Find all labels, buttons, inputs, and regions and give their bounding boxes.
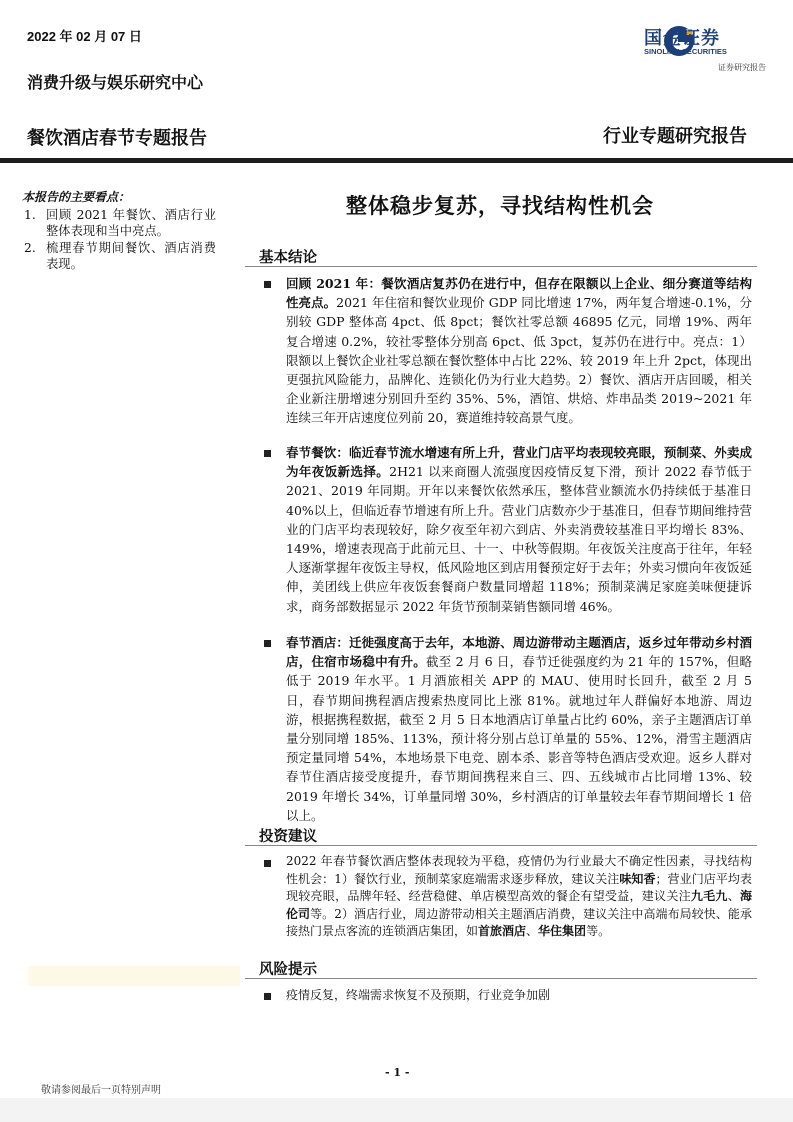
square-bullet-icon (264, 281, 271, 288)
bullet-text: 截至 2 月 6 日，春节迁徙强度约为 21 年的 157%，但略低于 2019 年水平。1 月酒旅相关 APP 的 MAU、使用时长回升，截至 2 月 5 日，春节期间携程酒店搜索热度同比上涨 81%。就地过年人群偏好本地游、周边游，根据携程数据，截至 2 月 5 日本地酒店订单量占比约 60%，亲子主题酒店订单量分别同增 185%、113%，预计将分别占总订单量的 55%、12%，滑雪主题酒店预定量同增 54%，本地场景下电竞、剧本杀、影音等特色酒店受欢迎。返乡人群对春节住酒店接受度提升，春节期间携程来自三、四、五线城市占比同增 13%、较 2019 年增长 34%，订单量同增 30%，乡村酒店的订单量较去年春节期间增长 1 倍以上。 (286, 654, 752, 823)
sidebar-shaded-box (28, 966, 240, 986)
brand-name: 国金证券 (644, 28, 720, 48)
footer-disclaimer: 敬请参阅最后一页特别声明 (41, 1085, 161, 1096)
bullet-lead: 回顾 2021 年：餐饮酒店复苏仍在进行中，但存在限额以上企业、细分赛道等结构性亮点。 (286, 276, 752, 311)
stock-name: 九毛九 (690, 889, 728, 903)
square-bullet-icon (264, 640, 271, 647)
conclusion-bullet (264, 633, 752, 825)
investment-text-part: 等。2）酒店行业，周边游带动相关主题酒店消费，建议关注中高端布局较快、能承接热门景点客流的连锁酒店集团，如 (286, 906, 752, 938)
investment-text (286, 853, 752, 941)
investment-text-part: 、 (526, 924, 539, 938)
sidebar-item-number: 2. (24, 241, 36, 255)
section-title-investment: 投资建议 (259, 828, 317, 845)
stock-name: 味知香 (619, 871, 656, 886)
stock-name: 海伦司 (286, 889, 752, 921)
investment-bullet (264, 853, 752, 941)
brand-name-en: SINOLINK SECURITIES (644, 47, 727, 56)
bullet-lead: 春节餐饮：临近春节流水增速有所上升，营业门店平均表现较亮眼，预制菜、外卖成为年夜饭新选择。 (286, 445, 752, 480)
investment-text-part: 2022 年春节餐饮酒店整体表现较为平稳，疫情仍为行业最大不确定性因素，寻找结构性机会：1）餐饮行业，预制菜家庭端需求逐步释放，建议关注 (286, 854, 752, 886)
section-divider (245, 266, 757, 267)
bullet-text: 2H21 以来商圈人流强度因疫情反复下滑，预计 2022 春节低于 2021、2019 年同期。开年以来餐饮依然承压，整体营业额流水仍持续低于基准日 40%以上，但临近春节增速有所上升。营业门店数亦少于基准日，但春节期间维持营业的门店平均表现较好，除夕夜至年初六到店、外卖消费较基准日平均增长 83%、149%，增速表现高于此前元旦、十一、中秋等假期。年夜饭关注度高于往年，年轻人逐渐掌握年夜饭主导权，低风险地区到店用餐预定好于去年；外卖习惯向年夜饭延伸，美团线上供应年夜饭套餐商户数量同增超 118%；预制菜满足家庭美味便捷诉求，商务部数据显示 2022 年货节预制菜销售额同增 46%。 (286, 464, 752, 614)
risk-text: 疫情反复，终端需求恢复不及预期，行业竞争加剧 (286, 988, 551, 1002)
square-bullet-icon (264, 450, 271, 457)
conclusion-bullet (264, 443, 752, 616)
investment-text-part: 、 (727, 889, 740, 903)
brand-subtitle: 证券研究报告 (718, 63, 766, 72)
bullet-text: 2021 年住宿和餐饮业现价 GDP 同比增速 17%，两年复合增速-0.1%，分别较 GDP 整体高 4pct、低 8pct；餐饮社零总额 46895 亿元，同增 19%、两年复合增速 0.2%，较社零整体分别高 6pct、低 3pct，复苏仍在进行中。亮点：1）限额以上餐饮企业社零总额在餐饮整体中占比 22%、较 2019 年上升 2pct，体现出更强抗风险能力，品牌化、连锁化仍为行业大趋势。2）餐饮、酒店开店回暖，相关企业新注册增速分别回升至约 35%、5%，酒馆、烘焙、炸串品类 2019~2021 年连续三年开店速度位列前 20，赛道维持较高景气度。 (286, 295, 752, 426)
section-title-risk: 风险提示 (259, 961, 317, 978)
risk-bullet (264, 986, 752, 1008)
sidebar-item-number: 1. (24, 208, 36, 222)
sidebar-highlights (16, 188, 216, 273)
investment-text-part: 等。 (586, 924, 611, 938)
section-divider (245, 845, 757, 846)
sidebar-item-text: 回顾 2021 年餐饮、酒店行业整体表现和当中亮点。 (46, 208, 216, 238)
report-series: 行业专题研究报告 (603, 126, 747, 147)
bullet-lead: 春节酒店：迁徙强度高于去年，本地游、周边游带动主题酒店，返乡过年带动乡村酒店，住宿市场稳中有升。 (286, 635, 752, 670)
investment-text-part: ；营业门店平均表现较亮眼，品牌年轻、经营稳健、单店模型高效的餐企有望受益，建议关注 (286, 871, 752, 903)
research-center: 消费升级与娱乐研究中心 (27, 73, 204, 92)
sidebar-title: 本报告的主要看点： (22, 190, 131, 204)
sidebar-item-text: 梳理春节期间餐饮、酒店消费表现。 (46, 241, 216, 271)
report-type: 餐饮酒店春节专题报告 (27, 128, 207, 149)
footer-band (0, 1098, 793, 1122)
stock-name: 首旅酒店 (478, 924, 527, 938)
sidebar-item (16, 240, 216, 272)
conclusion-bullet (264, 274, 752, 428)
page-number: - 1 - (385, 1066, 410, 1079)
section-title-conclusion: 基本结论 (259, 249, 317, 266)
square-bullet-icon (264, 993, 271, 1000)
square-bullet-icon (264, 860, 271, 867)
main-title: 整体稳步复苏，寻找结构性机会 (346, 193, 654, 218)
header-divider (0, 158, 793, 163)
stock-name: 华住集团 (538, 924, 587, 938)
report-date: 2022 年 02 月 07 日 (27, 29, 142, 44)
section-divider (245, 978, 757, 979)
sidebar-item (16, 207, 216, 239)
